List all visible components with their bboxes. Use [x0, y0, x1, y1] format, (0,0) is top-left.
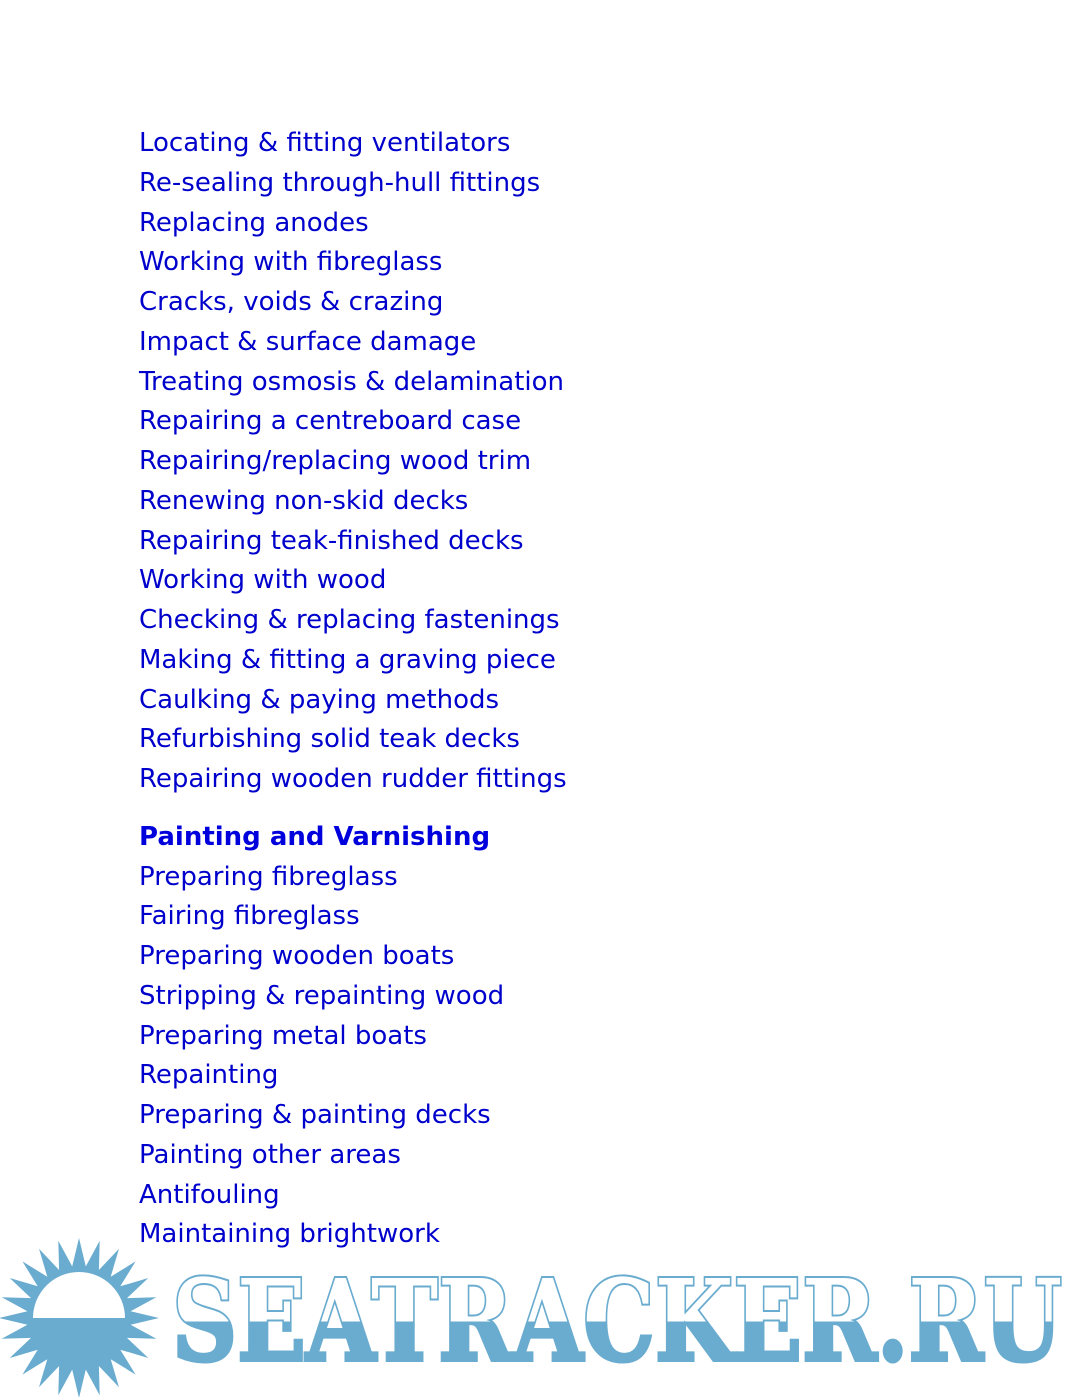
toc-link[interactable]: Maintaining brightwork	[139, 1219, 440, 1250]
toc-link[interactable]: Cracks, voids & crazing	[139, 287, 444, 317]
toc-link[interactable]: Repairing wooden rudder fittings	[139, 764, 567, 794]
toc-link[interactable]: Replacing anodes	[139, 207, 369, 238]
toc-link[interactable]: Preparing wooden boats	[139, 941, 455, 971]
section-items-list	[139, 858, 567, 1256]
toc-link[interactable]: Refurbishing solid teak decks	[139, 724, 520, 755]
toc-link[interactable]: Preparing fibreglass	[139, 861, 398, 892]
toc-link[interactable]: Preparing & painting decks	[139, 1100, 491, 1130]
toc-link[interactable]: Caulking & paying methods	[139, 684, 500, 715]
sun-icon	[0, 1238, 159, 1397]
toc-link[interactable]: Treating osmosis & delamination	[139, 366, 565, 397]
toc-link[interactable]: Re-sealing through-hull fittings	[139, 167, 541, 198]
toc-link[interactable]: Impact & surface damage	[139, 326, 477, 357]
toc-link[interactable]: Preparing metal boats	[139, 1020, 427, 1051]
toc-link[interactable]: Repairing/replacing wood trim	[139, 446, 532, 476]
toc-link[interactable]: Repainting	[139, 1060, 279, 1091]
toc-link[interactable]: Locating & fitting ventilators	[139, 128, 511, 158]
section-items-list	[139, 124, 567, 800]
toc-link[interactable]: Renewing non-skid decks	[139, 485, 469, 516]
toc-link[interactable]: Working with fibreglass	[139, 247, 443, 278]
toc-link[interactable]: Antifouling	[139, 1179, 280, 1210]
watermark-logo	[0, 1234, 1080, 1397]
toc-link[interactable]: Checking & replacing fastenings	[139, 605, 560, 635]
toc-link[interactable]: Making & fitting a graving piece	[139, 644, 556, 675]
toc-link[interactable]: Repairing a centreboard case	[139, 406, 522, 437]
table-of-contents	[139, 124, 567, 1255]
section-heading-painting-varnishing[interactable]: Painting and Varnishing	[139, 821, 491, 852]
toc-link[interactable]: Repairing teak-finished decks	[139, 525, 524, 556]
toc-link[interactable]: Fairing fibreglass	[139, 901, 360, 932]
toc-link[interactable]: Stripping & repainting wood	[139, 980, 505, 1011]
toc-link[interactable]: Working with wood	[139, 565, 387, 596]
watermark-text: SEATRACKER.RU	[172, 1256, 1062, 1387]
toc-link[interactable]: Painting other areas	[139, 1139, 401, 1170]
